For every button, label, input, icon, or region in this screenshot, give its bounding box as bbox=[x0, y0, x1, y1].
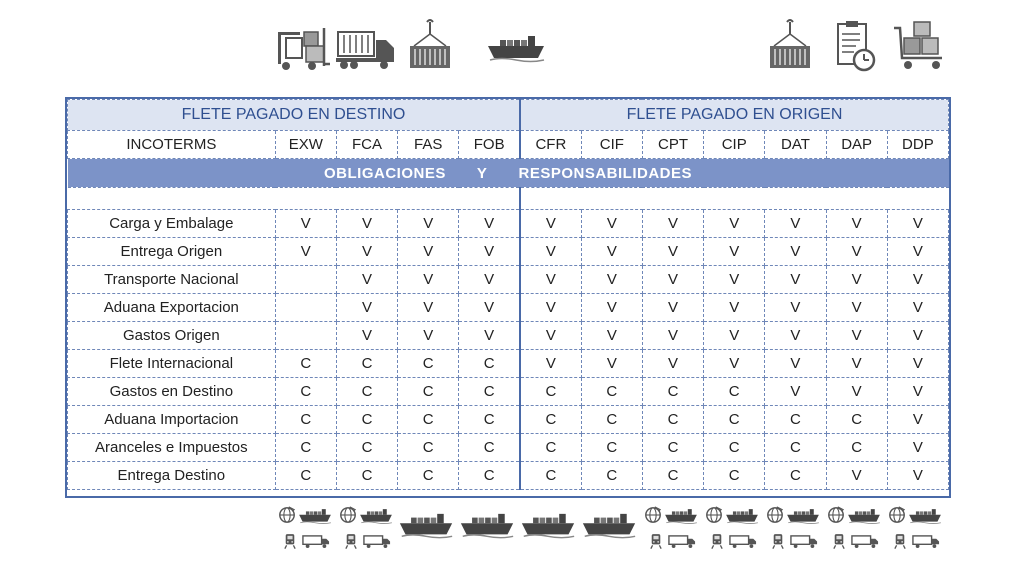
cell-cif: V bbox=[581, 210, 642, 238]
table-row bbox=[68, 350, 949, 378]
cell-dat: V bbox=[765, 266, 826, 294]
cargo-ship-icon bbox=[486, 18, 546, 74]
cell-fas: C bbox=[398, 406, 459, 434]
cell-exw: V bbox=[275, 210, 336, 238]
cell-dap: V bbox=[826, 294, 887, 322]
forklift-icon bbox=[272, 18, 332, 74]
cell-dap: V bbox=[826, 266, 887, 294]
cargo-ship-icon bbox=[579, 504, 639, 560]
cell-fca: V bbox=[336, 238, 397, 266]
cell-cif: C bbox=[581, 434, 642, 462]
cell-fob: V bbox=[459, 322, 520, 350]
cell-cif: V bbox=[581, 294, 642, 322]
cell-fob: V bbox=[459, 238, 520, 266]
row-label: Entrega Origen bbox=[68, 238, 276, 266]
cell-cip: V bbox=[704, 294, 765, 322]
globe-ship-train-truck-icon bbox=[640, 504, 700, 560]
cell-fas: V bbox=[398, 294, 459, 322]
term-dap: DAP bbox=[826, 131, 887, 159]
crane-container-icon bbox=[400, 18, 460, 74]
cell-exw: C bbox=[275, 350, 336, 378]
cell-cpt: V bbox=[642, 322, 703, 350]
cell-cfr: C bbox=[520, 434, 581, 462]
top-icons-row bbox=[0, 18, 1024, 78]
cell-cfr: V bbox=[520, 266, 581, 294]
cell-exw bbox=[275, 294, 336, 322]
cell-dat: C bbox=[765, 462, 826, 490]
cell-cip: V bbox=[704, 350, 765, 378]
row-label: Gastos Origen bbox=[68, 322, 276, 350]
globe-ship-train-truck-icon bbox=[274, 504, 334, 560]
cell-cpt: C bbox=[642, 406, 703, 434]
incoterms-table bbox=[67, 99, 949, 490]
cell-fas: V bbox=[398, 238, 459, 266]
cell-fca: V bbox=[336, 266, 397, 294]
clipboard-clock-icon bbox=[826, 18, 886, 74]
cell-cpt: V bbox=[642, 294, 703, 322]
warehouse-cart-icon bbox=[890, 18, 950, 74]
cell-dat: C bbox=[765, 434, 826, 462]
globe-ship-train-truck-icon bbox=[823, 504, 883, 560]
term-fas: FAS bbox=[398, 131, 459, 159]
table-row bbox=[68, 294, 949, 322]
cell-cip: C bbox=[704, 406, 765, 434]
cell-fas: V bbox=[398, 266, 459, 294]
cell-cif: V bbox=[581, 266, 642, 294]
cell-fca: V bbox=[336, 322, 397, 350]
band-cell bbox=[68, 159, 949, 188]
cell-fob: C bbox=[459, 406, 520, 434]
cell-cif: C bbox=[581, 406, 642, 434]
cell-fob: C bbox=[459, 350, 520, 378]
cell-dat: V bbox=[765, 238, 826, 266]
group-header-row bbox=[68, 100, 949, 131]
crane-container-icon bbox=[760, 18, 820, 74]
cell-dat: V bbox=[765, 210, 826, 238]
cell-fca: C bbox=[336, 462, 397, 490]
cell-ddp: V bbox=[887, 462, 948, 490]
cell-cif: V bbox=[581, 238, 642, 266]
term-fob: FOB bbox=[459, 131, 520, 159]
table-row bbox=[68, 322, 949, 350]
group-origen: FLETE PAGADO EN ORIGEN bbox=[520, 100, 948, 131]
cell-cip: V bbox=[704, 210, 765, 238]
cell-dap: V bbox=[826, 350, 887, 378]
row-label: Flete Internacional bbox=[68, 350, 276, 378]
cargo-ship-icon bbox=[457, 504, 517, 560]
band-mid: Y bbox=[476, 164, 488, 182]
cell-cpt: C bbox=[642, 378, 703, 406]
cell-dap: V bbox=[826, 238, 887, 266]
band-left: OBLIGACIONES bbox=[323, 164, 446, 182]
cell-fca: C bbox=[336, 378, 397, 406]
cell-cpt: C bbox=[642, 462, 703, 490]
cell-fca: C bbox=[336, 350, 397, 378]
truck-container-icon bbox=[336, 18, 396, 74]
terms-row bbox=[68, 131, 949, 159]
table-row bbox=[68, 462, 949, 490]
incoterms-matrix bbox=[65, 97, 951, 498]
term-ddp: DDP bbox=[887, 131, 948, 159]
row-label: Carga y Embalage bbox=[68, 210, 276, 238]
cell-cip: C bbox=[704, 434, 765, 462]
row-label: Aduana Exportacion bbox=[68, 294, 276, 322]
cell-cif: C bbox=[581, 378, 642, 406]
cell-ddp: V bbox=[887, 266, 948, 294]
row-label: Aduana Importacion bbox=[68, 406, 276, 434]
bottom-icons-row bbox=[0, 500, 1024, 579]
cell-cpt: V bbox=[642, 238, 703, 266]
cargo-ship-icon bbox=[396, 504, 456, 560]
cell-ddp: V bbox=[887, 350, 948, 378]
cell-fas: C bbox=[398, 350, 459, 378]
cell-cpt: V bbox=[642, 350, 703, 378]
cell-cfr: V bbox=[520, 350, 581, 378]
table-row bbox=[68, 378, 949, 406]
cell-ddp: V bbox=[887, 238, 948, 266]
cell-ddp: V bbox=[887, 406, 948, 434]
cell-fas: C bbox=[398, 462, 459, 490]
cell-dap: V bbox=[826, 210, 887, 238]
cell-cif: V bbox=[581, 350, 642, 378]
group-destino: FLETE PAGADO EN DESTINO bbox=[68, 100, 521, 131]
globe-ship-train-truck-icon bbox=[701, 504, 761, 560]
cell-exw: C bbox=[275, 378, 336, 406]
cell-cpt: V bbox=[642, 210, 703, 238]
cargo-ship-icon bbox=[518, 504, 578, 560]
row-label: Gastos en Destino bbox=[68, 378, 276, 406]
cell-dap: V bbox=[826, 462, 887, 490]
cell-cfr: C bbox=[520, 406, 581, 434]
cell-exw: C bbox=[275, 406, 336, 434]
table-row bbox=[68, 434, 949, 462]
cell-fca: C bbox=[336, 434, 397, 462]
incoterms-label: INCOTERMS bbox=[68, 131, 276, 159]
obligations-band bbox=[68, 159, 949, 188]
cell-fob: V bbox=[459, 210, 520, 238]
cell-cfr: V bbox=[520, 322, 581, 350]
cell-fas: V bbox=[398, 210, 459, 238]
cell-cip: C bbox=[704, 462, 765, 490]
cell-cip: V bbox=[704, 322, 765, 350]
band-right: RESPONSABILIDADES bbox=[518, 164, 693, 182]
cell-fas: C bbox=[398, 378, 459, 406]
cell-fas: C bbox=[398, 434, 459, 462]
cell-fob: C bbox=[459, 378, 520, 406]
spacer-left bbox=[68, 188, 521, 210]
cell-ddp: V bbox=[887, 434, 948, 462]
cell-fca: V bbox=[336, 294, 397, 322]
cell-cfr: V bbox=[520, 294, 581, 322]
cell-exw: C bbox=[275, 434, 336, 462]
globe-ship-train-truck-icon bbox=[884, 504, 944, 560]
cell-fob: C bbox=[459, 462, 520, 490]
spacer-right bbox=[520, 188, 948, 210]
cell-ddp: V bbox=[887, 378, 948, 406]
table-row bbox=[68, 266, 949, 294]
cell-exw bbox=[275, 322, 336, 350]
cell-fob: C bbox=[459, 434, 520, 462]
cell-exw: C bbox=[275, 462, 336, 490]
term-cpt: CPT bbox=[642, 131, 703, 159]
term-exw: EXW bbox=[275, 131, 336, 159]
term-fca: FCA bbox=[336, 131, 397, 159]
cell-fca: V bbox=[336, 210, 397, 238]
cell-fas: V bbox=[398, 322, 459, 350]
cell-dat: V bbox=[765, 322, 826, 350]
cell-ddp: V bbox=[887, 210, 948, 238]
cell-dap: C bbox=[826, 406, 887, 434]
table-row bbox=[68, 210, 949, 238]
cell-cfr: V bbox=[520, 238, 581, 266]
cell-cpt: V bbox=[642, 266, 703, 294]
spacer-row bbox=[68, 188, 949, 210]
cell-dap: V bbox=[826, 378, 887, 406]
cell-cip: V bbox=[704, 266, 765, 294]
table-row bbox=[68, 406, 949, 434]
cell-fob: V bbox=[459, 294, 520, 322]
table-row bbox=[68, 238, 949, 266]
term-dat: DAT bbox=[765, 131, 826, 159]
row-label: Transporte Nacional bbox=[68, 266, 276, 294]
cell-cip: C bbox=[704, 378, 765, 406]
globe-ship-train-truck-icon bbox=[335, 504, 395, 560]
cell-fca: C bbox=[336, 406, 397, 434]
cell-dat: V bbox=[765, 378, 826, 406]
term-cif: CIF bbox=[581, 131, 642, 159]
cell-exw bbox=[275, 266, 336, 294]
cell-exw: V bbox=[275, 238, 336, 266]
cell-cfr: C bbox=[520, 378, 581, 406]
term-cfr: CFR bbox=[520, 131, 581, 159]
term-cip: CIP bbox=[704, 131, 765, 159]
cell-cip: V bbox=[704, 238, 765, 266]
cell-dat: C bbox=[765, 406, 826, 434]
row-label: Entrega Destino bbox=[68, 462, 276, 490]
cell-ddp: V bbox=[887, 294, 948, 322]
cell-cif: V bbox=[581, 322, 642, 350]
cell-fob: V bbox=[459, 266, 520, 294]
cell-cfr: C bbox=[520, 462, 581, 490]
cell-dap: C bbox=[826, 434, 887, 462]
cell-dat: V bbox=[765, 350, 826, 378]
globe-ship-train-truck-icon bbox=[762, 504, 822, 560]
cell-dap: V bbox=[826, 322, 887, 350]
cell-cfr: V bbox=[520, 210, 581, 238]
row-label: Aranceles e Impuestos bbox=[68, 434, 276, 462]
cell-cpt: C bbox=[642, 434, 703, 462]
cell-dat: V bbox=[765, 294, 826, 322]
cell-cif: C bbox=[581, 462, 642, 490]
cell-ddp: V bbox=[887, 322, 948, 350]
